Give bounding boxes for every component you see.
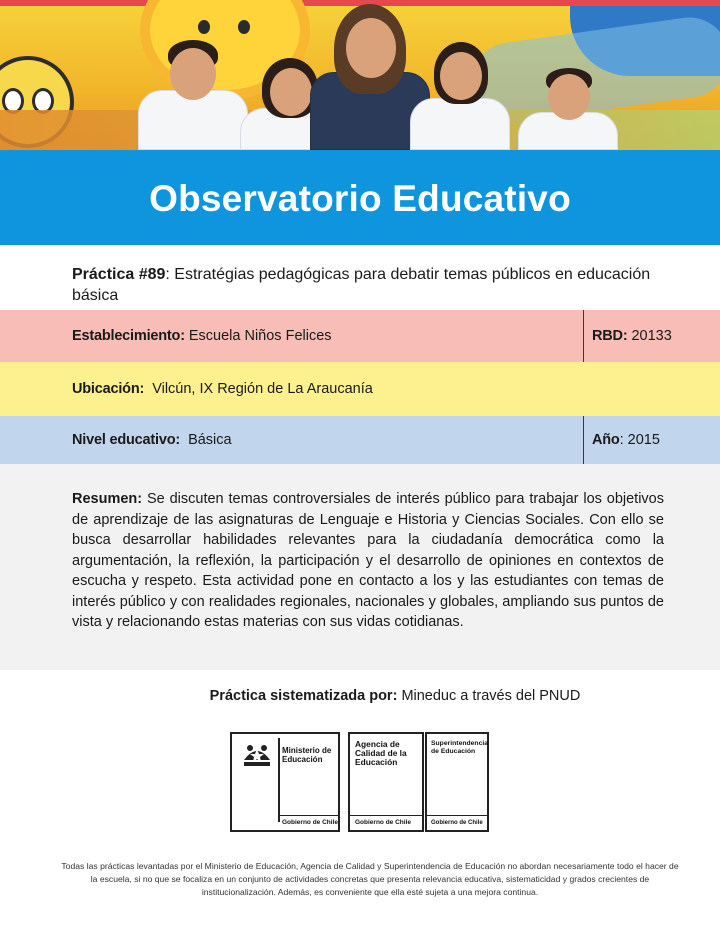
rbd-value: 20133 bbox=[631, 328, 672, 344]
ubicacion-label: Ubicación: bbox=[72, 381, 145, 397]
super-line1: Superintendencia bbox=[431, 740, 489, 747]
hero-photo bbox=[0, 0, 720, 150]
super-line2: de Educación bbox=[431, 748, 476, 755]
practice-heading bbox=[72, 264, 682, 306]
systematized-label: Práctica sistematizada por: bbox=[209, 688, 398, 704]
student-1 bbox=[138, 40, 248, 150]
title-band bbox=[0, 150, 720, 245]
summary-label: Resumen: bbox=[72, 491, 143, 507]
ministerio-gob: Gobierno de Chile bbox=[282, 819, 338, 826]
super-gob: Gobierno de Chile bbox=[431, 820, 483, 826]
anio-value: : 2015 bbox=[619, 432, 660, 448]
nivel-label: Nivel educativo: bbox=[72, 432, 180, 448]
student-3 bbox=[410, 42, 510, 150]
student-4 bbox=[518, 68, 618, 150]
row-divider bbox=[583, 416, 584, 464]
agencia-line1: Agencia de bbox=[355, 739, 400, 749]
establecimiento-value: Escuela Niños Felices bbox=[188, 328, 332, 344]
agencia-gob: Gobierno de Chile bbox=[355, 819, 411, 826]
ubicacion-value: Vilcún, IX Región de La Araucanía bbox=[152, 381, 373, 397]
practice-number: Práctica #89 bbox=[72, 266, 166, 283]
anio-label: Año bbox=[592, 432, 620, 448]
chile-coat-of-arms-icon bbox=[238, 740, 276, 768]
practice-title: : Estratégias pedagógicas para debatir temas públicos en educación básica bbox=[72, 266, 651, 304]
row-divider bbox=[583, 310, 584, 362]
logo-superintendencia bbox=[425, 732, 489, 832]
logo-ministerio-educacion bbox=[230, 732, 340, 832]
summary bbox=[72, 489, 664, 633]
agencia-line3: Educación bbox=[355, 757, 398, 767]
summary-text: Se discuten temas controversiales de interés público para trabajar los objetivos de aprendizaje de las asignaturas de Lenguaje e Historia y Ciencias Sociales. Con ello se busca desarrollar habilidades relevantes para la ciudadanía democrática como la argumentación, la reflexión, la participación y el desarrollo de opiniones en contextos de escucha y respeto. Esta actividad pone en contacto a los y las estudiantes con temas de interés público y con realidades regionales, nacionales y globales, ampliando sus puntos de vista y relacionando estas materias con sus vidas cotidianas. bbox=[72, 491, 664, 630]
nivel-value: Básica bbox=[188, 432, 232, 448]
row-ubicacion bbox=[0, 362, 720, 416]
ministerio-line2: Educación bbox=[282, 755, 323, 764]
row-nivel-educativo bbox=[0, 416, 720, 464]
systematized-value: Mineduc a través del PNUD bbox=[401, 688, 581, 704]
rbd-label: RBD: bbox=[592, 328, 628, 344]
page-title: Observatorio Educativo bbox=[149, 178, 571, 219]
agencia-line2: Calidad de la bbox=[355, 748, 407, 758]
ministerio-line1: Ministerio de bbox=[282, 746, 332, 755]
disclaimer: Todas las prácticas levantadas por el Ministerio de Educación, Agencia de Calidad y Superintendencia de Educación no abordan necesariamente todo el hacer de la escuela, si no que se focaliza en un conjunto de actividades concretas que presenta relevancia educativa, sistematicidad y grados crecientes de institucionalización. Además, es conveniente que ella esté sujeta a una mejora continua. bbox=[61, 861, 679, 897]
systematized-by bbox=[0, 688, 720, 704]
establecimiento-label: Establecimiento: bbox=[72, 328, 185, 344]
logo-agencia-calidad bbox=[348, 732, 424, 832]
row-establecimiento bbox=[0, 310, 720, 362]
